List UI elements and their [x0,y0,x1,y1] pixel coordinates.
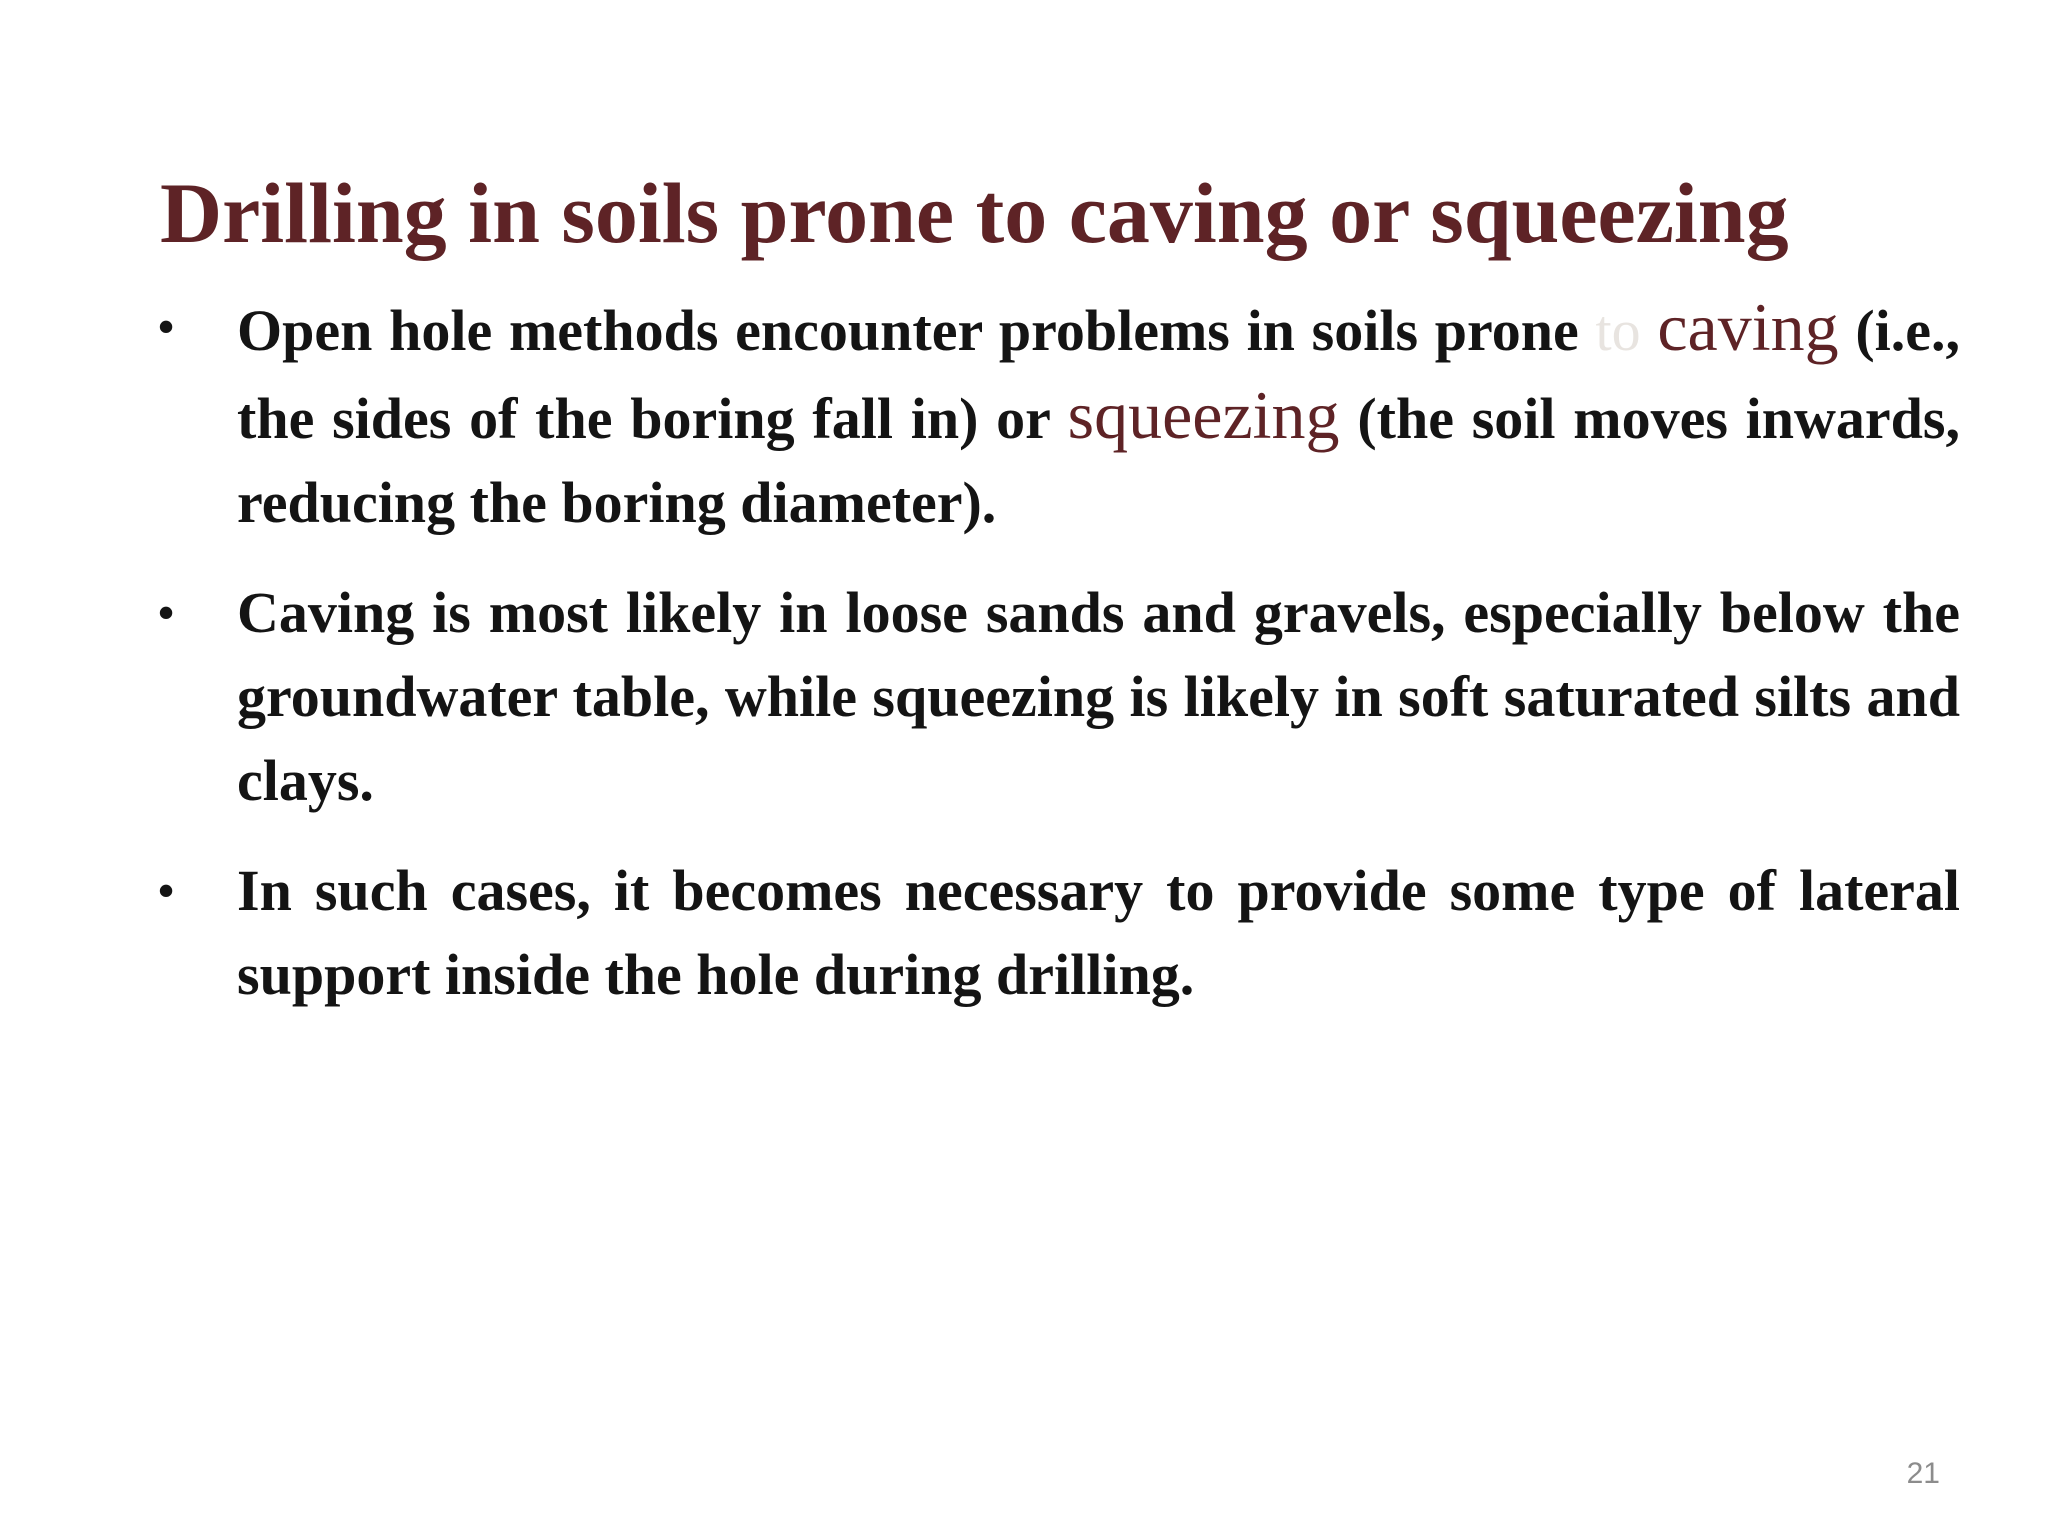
bullet-text: In such cases, it becomes necessary to provide some type of lateral support inside the hole during drilling. [237,858,1960,1007]
bullet-list [140,285,1960,1043]
faded-word: to [1595,298,1641,363]
bullet-text [1641,298,1658,363]
bullet-text: (i.e., the sides of the boring fall in) or [237,298,1960,451]
page-number: 21 [1906,1457,1940,1490]
highlight-caving: caving [1657,289,1839,365]
bullet-text: Caving is most likely in loose sands and gravels, especially below the groundwater table, while squeezing is likely in soft saturated silts and clays. [237,580,1960,813]
bullet-marker: • [158,301,175,352]
bullet-text: Open hole methods encounter problems in soils prone [237,298,1596,363]
bullet-marker: • [158,865,175,916]
highlight-squeezing: squeezing [1067,377,1340,453]
bullet-marker: • [158,587,175,638]
bullet-item [140,285,1960,545]
slide-title: Drilling in soils prone to caving or squeezing [160,165,1789,261]
bullet-item [140,849,1960,1017]
bullet-item [140,571,1960,823]
bullet-text: (the soil moves inwards, reducing the boring diameter). [237,386,1961,535]
